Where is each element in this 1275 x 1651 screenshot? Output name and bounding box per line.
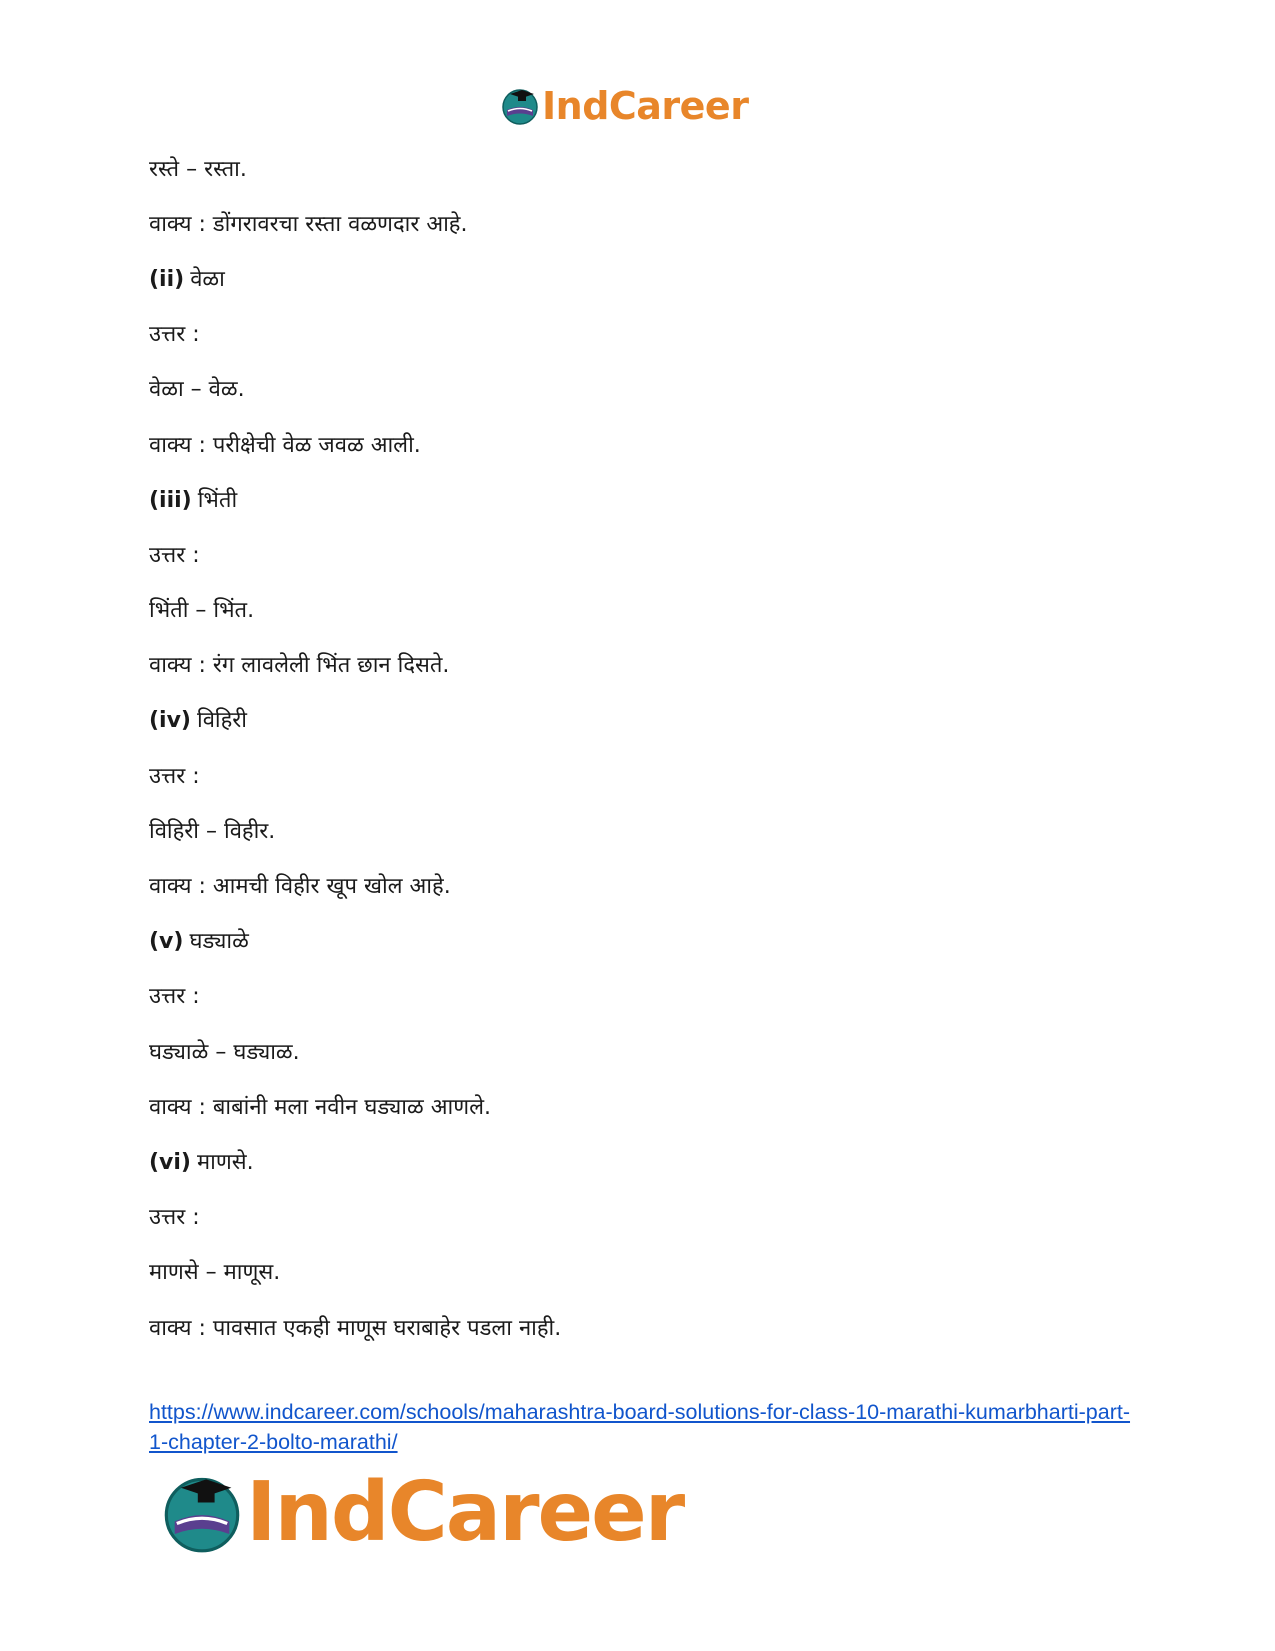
line-text: रस्ते – रस्ता.	[149, 156, 247, 182]
answer-line	[149, 804, 1149, 859]
answer-line	[149, 584, 1149, 639]
question-number: (iv)	[149, 708, 191, 734]
question-number: (v)	[149, 929, 184, 955]
indcareer-logo-header	[500, 82, 748, 130]
answer-line	[149, 859, 1149, 914]
line-text: वाक्य : रंग लावलेली भिंत छान दिसते.	[149, 653, 450, 679]
question-heading	[149, 252, 1149, 307]
line-text: वाक्य : डोंगरावरचा रस्ता वळणदार आहे.	[149, 211, 468, 237]
answer-line	[149, 363, 1149, 418]
logo-text: IndCareer	[542, 84, 749, 128]
indcareer-logo-footer	[160, 1465, 684, 1560]
line-text: उत्तर :	[149, 763, 200, 789]
line-text: घड्याळे	[189, 929, 249, 955]
answer-line	[149, 749, 1149, 804]
answer-line	[149, 418, 1149, 473]
answer-line	[149, 1080, 1149, 1135]
line-text: उत्तर :	[149, 1205, 200, 1231]
question-heading	[149, 473, 1149, 528]
line-text: माणसे – माणूस.	[149, 1260, 281, 1286]
line-text: वेळा – वेळ.	[149, 377, 245, 403]
answer-line	[149, 197, 1149, 252]
line-text: वाक्य : परीक्षेची वेळ जवळ आली.	[149, 432, 421, 458]
line-text: वेळा	[190, 266, 225, 292]
logo-text: IndCareer	[246, 1465, 684, 1560]
line-text: उत्तर :	[149, 542, 200, 568]
question-number: (vi)	[149, 1149, 191, 1175]
line-text: उत्तर :	[149, 984, 200, 1010]
question-heading	[149, 1135, 1149, 1190]
source-url-link[interactable]: https://www.indcareer.com/schools/maharashtra-board-solutions-for-class-10-marathi-kumarbharti-part-1-chapter-2-bolto-marathi/	[149, 1400, 1131, 1454]
line-text: माणसे.	[197, 1149, 254, 1175]
line-text: उत्तर :	[149, 322, 200, 348]
question-heading	[149, 694, 1149, 749]
answer-line	[149, 1025, 1149, 1080]
globe-book-icon	[500, 86, 540, 126]
line-text: भिंती – भिंत.	[149, 598, 255, 624]
answer-line	[149, 639, 1149, 694]
answer-line	[149, 1191, 1149, 1246]
question-number: (ii)	[149, 266, 185, 292]
question-number: (iii)	[149, 487, 192, 513]
line-text: विहिरी – विहीर.	[149, 818, 276, 844]
line-text: भिंती	[197, 487, 238, 513]
answer-line	[149, 970, 1149, 1025]
line-text: वाक्य : बाबांनी मला नवीन घड्याळ आणले.	[149, 1094, 492, 1120]
line-text: वाक्य : आमची विहीर खूप खोल आहे.	[149, 874, 451, 900]
line-text: वाक्य : पावसात एकही माणूस घराबाहेर पडला नाही.	[149, 1315, 562, 1341]
line-text: घड्याळे – घड्याळ.	[149, 1039, 300, 1065]
globe-book-icon	[160, 1471, 244, 1555]
line-text: विहिरी	[197, 708, 248, 734]
question-heading	[149, 915, 1149, 970]
answer-content	[149, 142, 1149, 1356]
answer-line	[149, 1246, 1149, 1301]
answer-line	[149, 1301, 1149, 1356]
answer-line	[149, 308, 1149, 363]
answer-line	[149, 142, 1149, 197]
answer-line	[149, 528, 1149, 583]
